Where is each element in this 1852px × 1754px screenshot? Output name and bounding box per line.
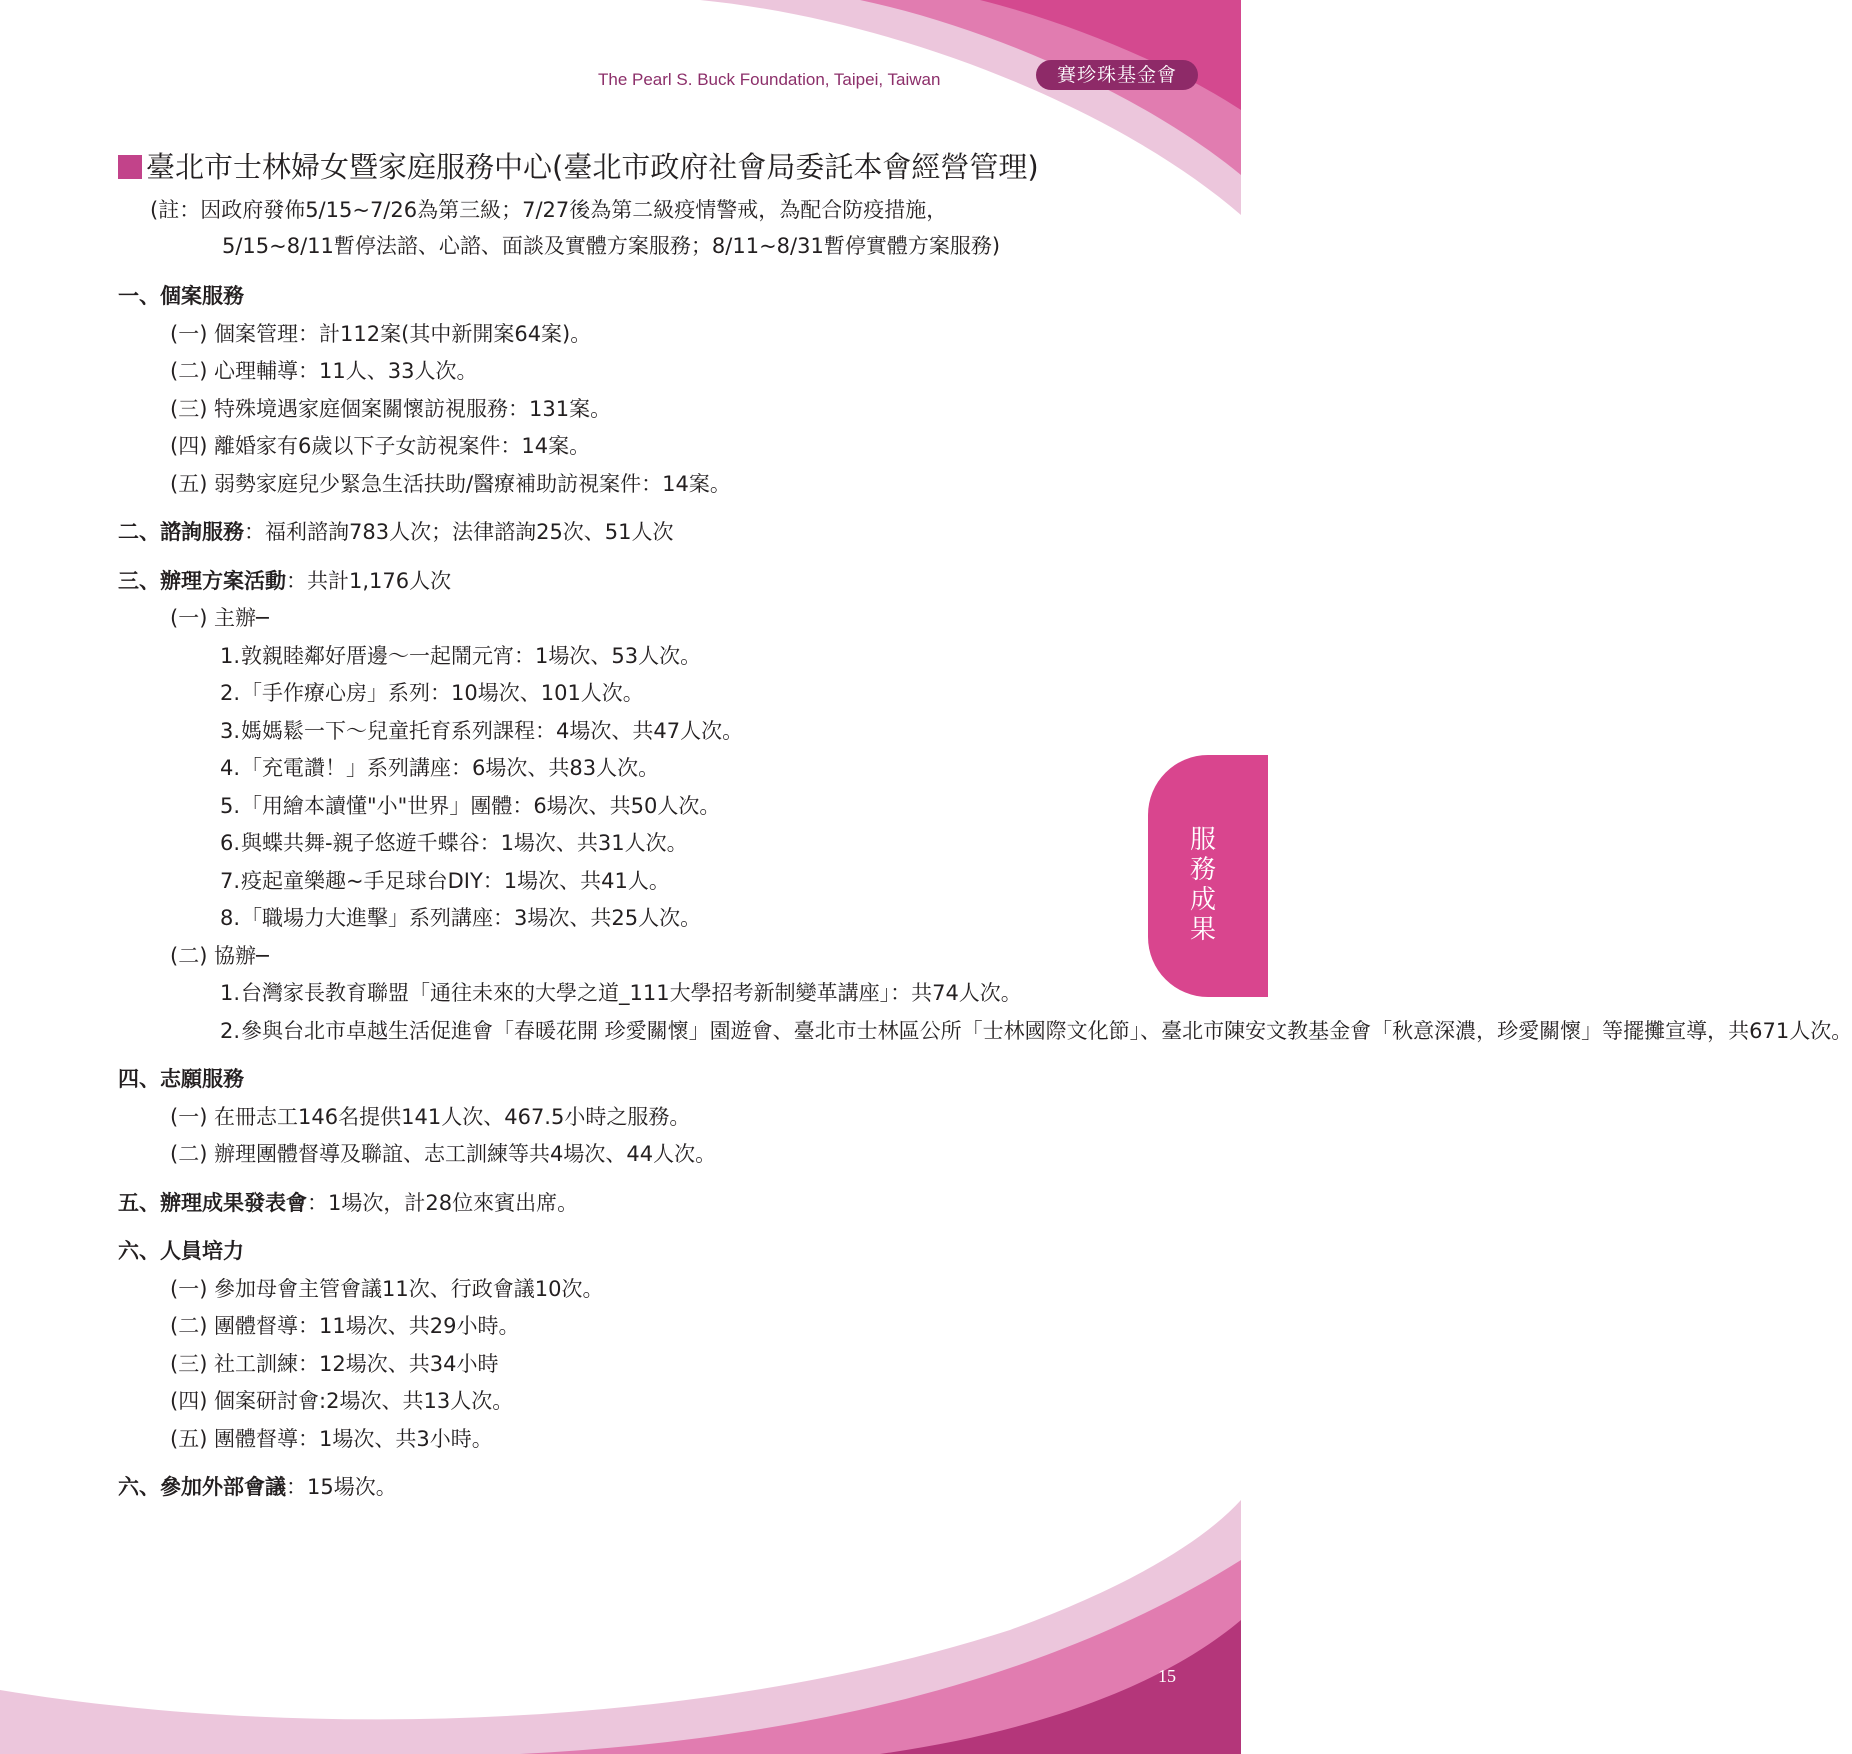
section-text: ：1場次，計28位來賓出席。 [307,1190,579,1215]
item-number: 6. [220,831,241,855]
side-tab-label: 服務成果 [1189,825,1216,945]
item-text: 疫起童樂趣~手足球台DIY：1場次、共41人。 [241,868,670,893]
list-item [118,713,1128,751]
list-item: (三) 社工訓練：12場次、共34小時 [170,1351,499,1376]
item-number: 1. [220,981,241,1005]
item-text: 「職場力大進擊」系列講座：3場次、共25人次。 [241,906,702,930]
item-number: 3. [220,718,241,743]
item-number: 8. [220,906,241,930]
item-text: 敦親睦鄰好厝邊～一起鬧元宵：1場次、53人次。 [241,643,702,668]
page-number: 15 [1158,1666,1176,1686]
item-number: 2. [220,681,241,705]
side-tab [1148,755,1268,997]
list-item: (二) 辦理團體督導及聯誼、志工訓練等共4場次、44人次。 [170,1142,717,1166]
section-heading: 六、參加外部會議 [118,1475,286,1499]
list-item: (四) 離婚家有6歲以下子女訪視案件：14案。 [170,434,591,458]
item-text: 「充電讚！」系列講座：6場次、共83人次。 [241,756,660,780]
section-heading: 一、個案服務 [118,284,244,308]
list-item [118,638,1128,676]
sub-heading-co-host: (二) 協辦─ [170,943,269,968]
note-line-2: 5/15~8/11暫停法諮、心諮、面談及實體方案服務；8/11~8/31暫停實體方案服務) [222,234,1001,258]
section-text: ：15場次。 [286,1475,397,1499]
item-number: 5. [220,793,241,818]
list-item [118,675,1128,713]
title-text: 臺北市士林婦女暨家庭服務中心(臺北市政府社會局委託本會經營管理) [146,150,1039,184]
section-heading: 三、辦理方案活動 [118,568,286,593]
list-item [118,750,1128,788]
covid-note [150,192,1135,264]
list-item: (二) 心理輔導：11人、33人次。 [170,359,478,383]
list-item: (五) 團體督導：1場次、共3小時。 [170,1426,493,1451]
item-number: 4. [220,756,241,780]
section-volunteer [118,1061,1128,1174]
item-number: 7. [220,868,241,893]
section-staff-training [118,1233,1128,1458]
list-item: (二) 團體督導：11場次、共29小時。 [170,1314,520,1338]
list-item [118,1013,1852,1051]
list-item: (五) 弱勢家庭兒少緊急生活扶助/醫療補助訪視案件：14案。 [170,471,731,496]
list-item: (四) 個案研討會:2場次、共13人次。 [170,1389,514,1413]
item-text: 「用繪本讀懂"小"世界」團體：6場次、共50人次。 [241,793,721,818]
item-number: 1. [220,643,241,668]
section-external-meetings [118,1469,1128,1507]
list-item: (一) 個案管理：計112案(其中新開案64案)。 [170,321,592,346]
section-heading: 二、諮詢服務 [118,520,244,544]
list-item [118,863,1128,901]
header-org-english: The Pearl S. Buck Foundation, Taipei, Taiwan [598,70,941,89]
header-org-badge: 賽珍珠基金會 [1036,60,1198,90]
item-text: 媽媽鬆一下～兒童托育系列課程：4場次、共47人次。 [241,718,744,743]
list-item: (一) 在冊志工146名提供141人次、467.5小時之服務。 [170,1104,691,1129]
section-heading: 五、辦理成果發表會 [118,1190,307,1215]
section-text: ：福利諮詢783人次；法律諮詢25次、51人次 [244,520,674,544]
list-item: (一) 參加母會主管會議11次、行政會議10次。 [170,1276,604,1301]
item-text: 參與台北市卓越生活促進會「春暖花開 珍愛關懷」園遊會、臺北市士林區公所「士林國際文化節」、臺北市陳安文教基金會「秋意深濃，珍愛關懷」等擺攤宣導，共671人次。 [241,1018,1852,1043]
item-text: 台灣家長教育聯盟「通往未來的大學之道_111大學招考新制變革講座」：共74人次。 [241,981,1022,1005]
sub-heading-host: (一) 主辦─ [170,606,269,630]
section-heading: 四、志願服務 [118,1067,244,1091]
item-text: 與蝶共舞-親子悠遊千蝶谷：1場次、共31人次。 [241,831,688,855]
list-item [118,788,1128,826]
item-text: 「手作療心房」系列：10場次、101人次。 [241,681,644,705]
item-number: 2. [220,1018,241,1043]
section-results-presentation [118,1185,1128,1223]
section-case-service [118,278,1128,503]
page-title [118,145,1039,186]
list-item: (三) 特殊境遇家庭個案關懷訪視服務：131案。 [170,396,612,421]
section-text: ：共計1,176人次 [286,568,452,593]
list-item [118,975,1128,1013]
note-line-1: (註：因政府發佈5/15~7/26為第三級；7/27後為第二級疫情警戒，為配合防疫措施， [150,198,948,222]
title-square-icon [118,155,142,179]
section-heading: 六、人員培力 [118,1239,244,1263]
list-item [118,825,1128,863]
list-item [118,900,1128,938]
section-consulting [118,514,1128,552]
